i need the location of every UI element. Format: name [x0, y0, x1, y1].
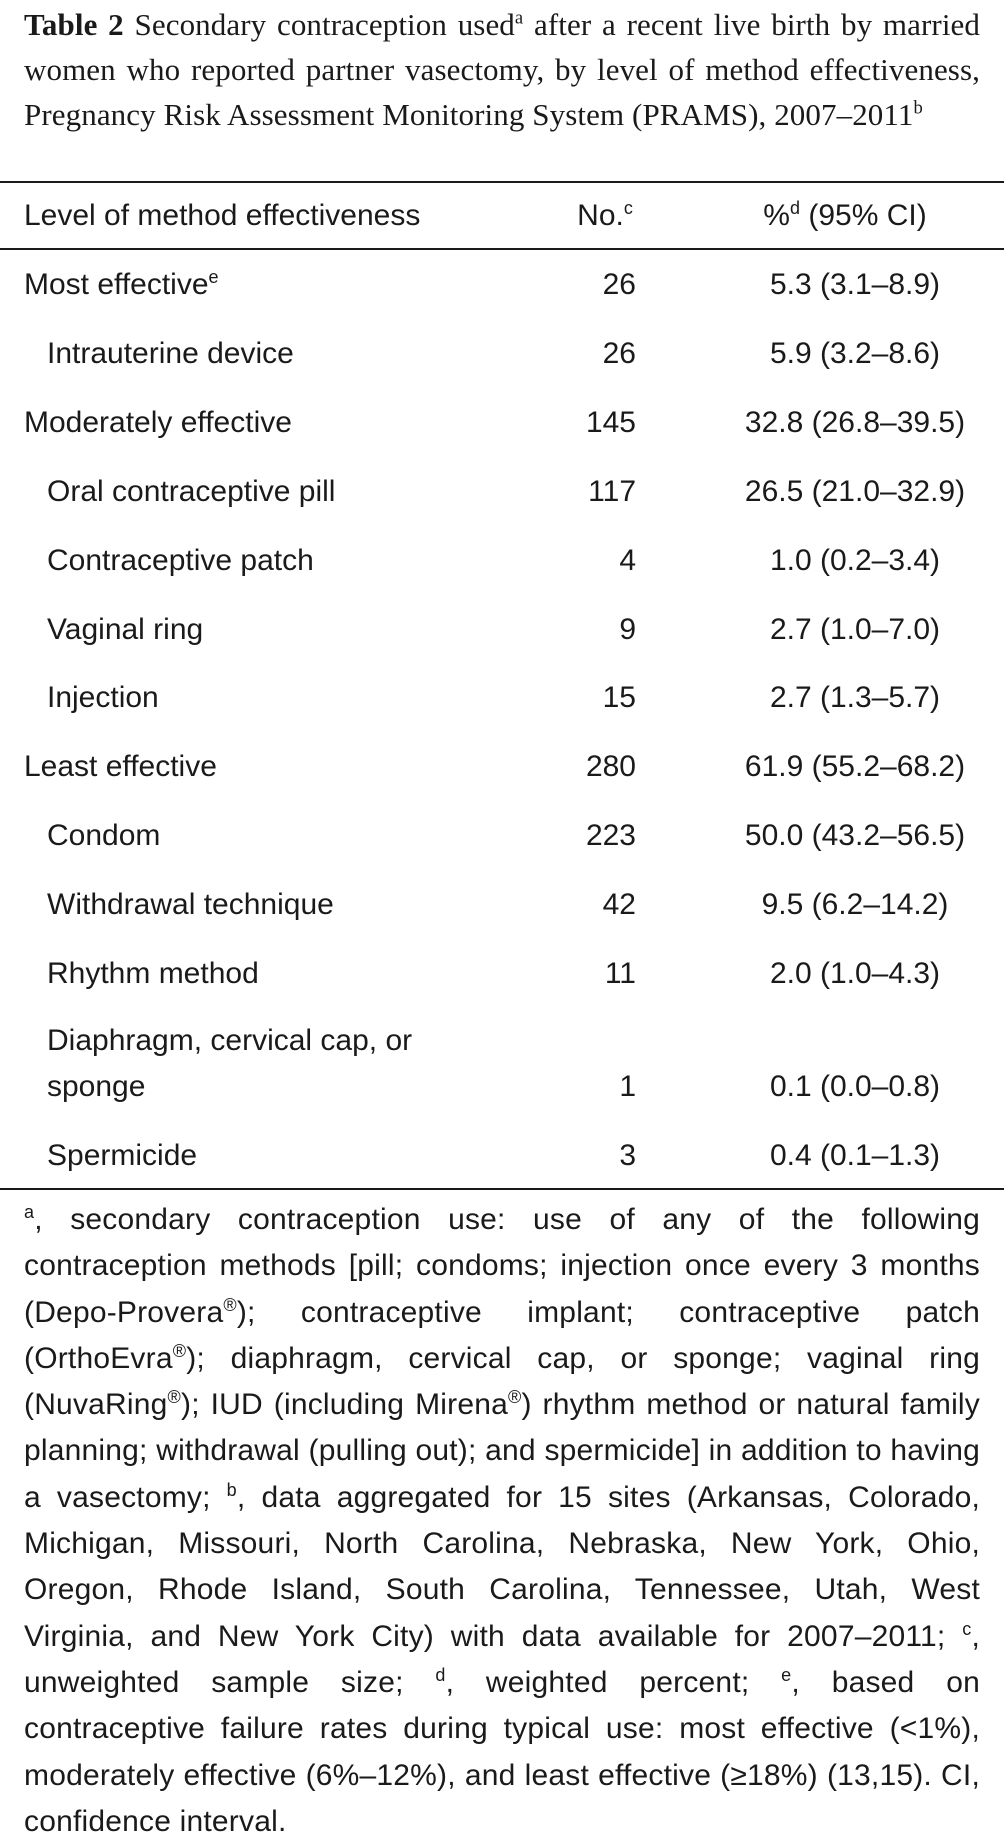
row-count: 26	[602, 337, 636, 370]
row-label: Intrauterine device	[47, 337, 294, 370]
registered-mark: ®	[167, 1387, 181, 1408]
row-count: 4	[619, 544, 636, 577]
row-percent: 5.9 (3.2–8.6)	[769, 337, 941, 370]
table-footnote	[24, 1197, 980, 1845]
footnote-text: , weighted percent;	[445, 1665, 782, 1699]
header-no-text: No.	[577, 199, 624, 232]
row-label-text: Most effective	[24, 268, 209, 301]
footnote-sup-b: b	[226, 1479, 237, 1500]
header-label-col: Level of method effectiveness	[24, 199, 421, 232]
row-label	[24, 262, 484, 308]
header-no-col	[560, 194, 650, 238]
table-row	[0, 882, 1004, 928]
header-pct-rest: (95% CI)	[800, 199, 927, 232]
table-row	[0, 744, 1004, 790]
row-percent: 2.7 (1.3–5.7)	[769, 681, 941, 714]
table-row	[0, 469, 1004, 515]
table-label: Table 2	[24, 7, 124, 42]
registered-mark: ®	[507, 1387, 522, 1408]
row-count: 9	[619, 613, 636, 646]
header-pct-col	[700, 194, 990, 238]
row-count: 15	[602, 681, 636, 714]
row-percent: 1.0 (0.2–3.4)	[769, 544, 941, 577]
row-percent: 61.9 (55.2–68.2)	[744, 750, 966, 783]
row-label: Least effective	[24, 750, 217, 783]
row-label: Moderately effective	[24, 406, 292, 439]
row-label: Oral contraceptive pill	[47, 475, 336, 508]
row-percent: 2.0 (1.0–4.3)	[769, 957, 941, 990]
table-row	[0, 951, 1004, 997]
header-pct-symbol: %	[763, 199, 790, 232]
caption-sup-a: a	[514, 7, 524, 29]
caption-sup-b: b	[913, 97, 923, 119]
top-rule	[0, 181, 1004, 183]
table-row	[0, 813, 1004, 859]
footnote-text: , unweighted sample size;	[24, 1619, 980, 1699]
row-percent: 0.4 (0.1–1.3)	[769, 1139, 941, 1172]
footnote-text: ); contraceptive implant; contraceptive patch (OrthoEvra	[24, 1295, 980, 1375]
row-label: Contraceptive patch	[47, 544, 314, 577]
caption-text-2: after a recent live birth by married women who reported partner vasectomy, by level of method effectiveness, Pregnancy Risk Assessment Monitoring System (PRAMS), 2007–2011	[24, 7, 981, 132]
row-label: Spermicide	[47, 1139, 198, 1172]
table-row	[0, 262, 1004, 308]
table-row	[0, 331, 1004, 377]
footnote-text: ); IUD (including Mirena	[181, 1388, 508, 1422]
row-percent: 50.0 (43.2–56.5)	[744, 819, 966, 852]
footnote-sup-d: d	[435, 1664, 446, 1685]
footnote-text: ) rhythm method or natural family planning; withdrawal (pulling out); and spermicide] in addition to having a vasectomy;	[24, 1388, 980, 1514]
row-count: 42	[602, 888, 636, 921]
header-no-sup: c	[623, 198, 633, 218]
table-row	[0, 538, 1004, 584]
footnote-text: , data aggregated for 15 sites (Arkansas, Colorado, Michigan, Missouri, North Carolina, Nebraska, New York, Ohio, Oregon, Rhode Island, South Carolina, Tennessee, Utah, West Virginia, and New York City) with data available for 2007–2011;	[24, 1480, 980, 1653]
caption-text-1: Secondary contraception used	[123, 7, 515, 42]
row-label: Condom	[47, 819, 161, 852]
header-rule	[0, 248, 1004, 250]
row-count: 26	[602, 268, 636, 301]
footnote-text: ); diaphragm, cervical cap, or sponge; vaginal ring (NuvaRing	[24, 1341, 980, 1422]
row-label: Diaphragm, cervical cap, or sponge	[47, 1024, 413, 1103]
row-count: 223	[585, 819, 636, 852]
row-label: Rhythm method	[47, 957, 259, 990]
registered-mark: ®	[172, 1340, 187, 1361]
footnote-sup-c: c	[962, 1618, 972, 1639]
row-label: Withdrawal technique	[47, 888, 334, 921]
row-percent: 32.8 (26.8–39.5)	[744, 406, 966, 439]
row-percent: 9.5 (6.2–14.2)	[761, 888, 949, 921]
bottom-rule	[0, 1188, 1004, 1190]
row-percent: 2.7 (1.0–7.0)	[769, 613, 941, 646]
row-percent: 5.3 (3.1–8.9)	[769, 268, 941, 301]
footnote-text: , based on contraceptive failure rates during typical use: most effective (<1%), moderately effective (6%–12%), and least effective (≥18%) (13,15). CI, confidence interval.	[24, 1665, 980, 1838]
row-label: Injection	[47, 681, 159, 714]
row-count: 3	[619, 1139, 636, 1172]
footnote-text: , secondary contraception use: use of any of the following contraception methods [pill; condoms; injection once every 3 months (Depo-Provera	[24, 1203, 980, 1329]
row-count: 280	[585, 750, 636, 783]
row-count: 145	[585, 406, 636, 439]
row-label: Vaginal ring	[47, 613, 204, 646]
footnote-sup-e: e	[781, 1664, 792, 1685]
table-row	[0, 675, 1004, 721]
table-row	[0, 1018, 1004, 1110]
row-label-sup: e	[208, 267, 219, 287]
row-count: 117	[588, 475, 636, 508]
row-count: 11	[604, 957, 636, 990]
table-row	[0, 400, 1004, 446]
row-percent: 26.5 (21.0–32.9)	[744, 475, 966, 508]
table-row	[0, 607, 1004, 653]
table-row	[0, 1133, 1004, 1179]
table-caption	[24, 2, 980, 137]
header-pct-sup: d	[789, 198, 800, 218]
row-percent: 0.1 (0.0–0.8)	[769, 1070, 941, 1103]
registered-mark: ®	[223, 1294, 237, 1315]
row-count: 1	[619, 1070, 636, 1103]
footnote-sup-a: a	[24, 1202, 35, 1222]
